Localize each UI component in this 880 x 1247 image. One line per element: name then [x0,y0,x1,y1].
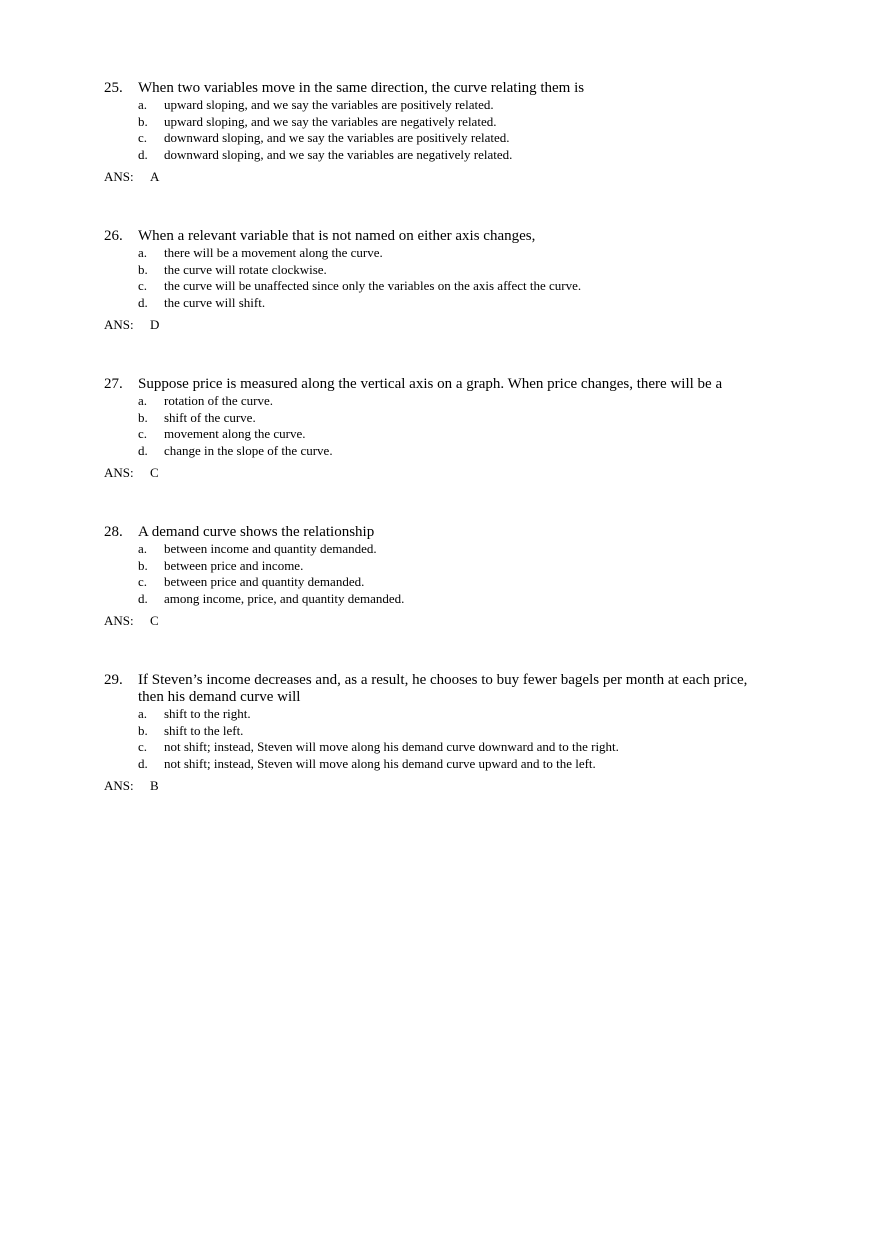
choice-letter: c. [138,739,148,755]
choice-letter: c. [138,426,148,442]
question-stem [104,376,804,393]
answer-label: ANS: [104,613,134,629]
choice-letter: b. [138,722,148,738]
choice-d [138,147,804,164]
choice-text: upward sloping, and we say the variables are positively related. [164,97,494,112]
choice-d [138,591,804,608]
choice-c [138,130,804,147]
choice-text: movement along the curve. [164,426,306,442]
choice-a [138,541,804,558]
choice-text: the curve will rotate clockwise. [164,261,327,277]
question-26 [104,228,804,333]
answer-value: B [150,778,159,794]
choice-letter: a. [138,393,148,408]
choice-letter: b. [138,261,148,277]
question-25 [104,80,804,185]
answer-value: C [150,465,159,481]
choice-text: downward sloping, and we say the variables are positively related. [164,130,510,146]
choice-c [138,739,804,756]
choice-letter: b. [138,557,148,573]
question-stem [104,80,804,97]
choice-text: rotation of the curve. [164,393,274,408]
choice-text: upward sloping, and we say the variables are negatively related. [164,113,497,129]
answer-line [104,169,804,185]
choice-list [138,706,804,772]
choice-d [138,756,804,773]
choice-letter: b. [138,409,148,425]
question-stem [104,672,804,706]
choice-letter: a. [138,541,148,556]
choice-letter: c. [138,130,148,146]
choice-text: between price and quantity demanded. [164,574,365,590]
question-stem [104,228,804,245]
answer-label: ANS: [104,465,134,481]
answer-line [104,778,804,794]
question-stem [104,524,804,541]
choice-text: between income and quantity demanded. [164,541,377,556]
choice-text: downward sloping, and we say the variables are negatively related. [164,146,513,162]
choice-text: among income, price, and quantity demanded. [164,590,405,606]
question-text: A demand curve shows the relationship [138,524,375,540]
choice-letter: d. [138,590,148,606]
answer-line [104,465,804,481]
choice-text: the curve will shift. [164,294,266,310]
question-29 [104,672,804,794]
question-number: 27. [104,376,123,392]
choice-text: shift to the left. [164,722,244,738]
choice-list [138,245,804,311]
choice-c [138,278,804,295]
choice-b [138,262,804,279]
choice-letter: a. [138,706,148,721]
choice-letter: d. [138,294,148,310]
choice-b [138,723,804,740]
choice-c [138,426,804,443]
choice-letter: a. [138,245,148,260]
choice-text: shift to the right. [164,706,251,721]
answer-line [104,317,804,333]
choice-a [138,97,804,114]
choice-a [138,706,804,723]
question-text: Suppose price is measured along the vertical axis on a graph. When price changes, there will be a [138,376,723,392]
question-27 [104,376,804,481]
choice-b [138,114,804,131]
question-number: 28. [104,524,123,540]
choice-letter: a. [138,97,148,112]
choice-text: not shift; instead, Steven will move along his demand curve downward and to the right. [164,739,619,755]
choice-a [138,245,804,262]
question-number: 26. [104,228,123,244]
choice-list [138,393,804,459]
answer-label: ANS: [104,317,134,333]
choice-d [138,443,804,460]
question-number: 25. [104,80,123,96]
choice-text: there will be a movement along the curve. [164,245,383,260]
answer-label: ANS: [104,778,134,794]
choice-letter: c. [138,574,148,590]
choice-list [138,541,804,607]
answer-value: D [150,317,160,333]
question-28 [104,524,804,629]
choice-d [138,295,804,312]
choice-letter: d. [138,755,148,771]
choice-letter: c. [138,278,148,294]
answer-value: C [150,613,159,629]
question-number: 29. [104,672,123,688]
answer-label: ANS: [104,169,134,185]
answer-value: A [150,169,160,185]
choice-list [138,97,804,163]
choice-text: between price and income. [164,557,304,573]
choice-text: not shift; instead, Steven will move along his demand curve upward and to the left. [164,755,596,771]
question-text: When a relevant variable that is not named on either axis changes, [138,228,536,244]
choice-letter: d. [138,146,148,162]
choice-text: the curve will be unaffected since only the variables on the axis affect the curve. [164,278,582,294]
answer-line [104,613,804,629]
question-text: When two variables move in the same direction, the curve relating them is [138,80,585,96]
choice-letter: d. [138,442,148,458]
choice-a [138,393,804,410]
choice-c [138,574,804,591]
choice-letter: b. [138,113,148,129]
choice-b [138,558,804,575]
question-text: If Steven’s income decreases and, as a result, he chooses to buy fewer bagels per month at each price, then his demand curve will [138,672,748,705]
choice-text: change in the slope of the curve. [164,442,333,458]
choice-text: shift of the curve. [164,409,256,425]
choice-b [138,410,804,427]
